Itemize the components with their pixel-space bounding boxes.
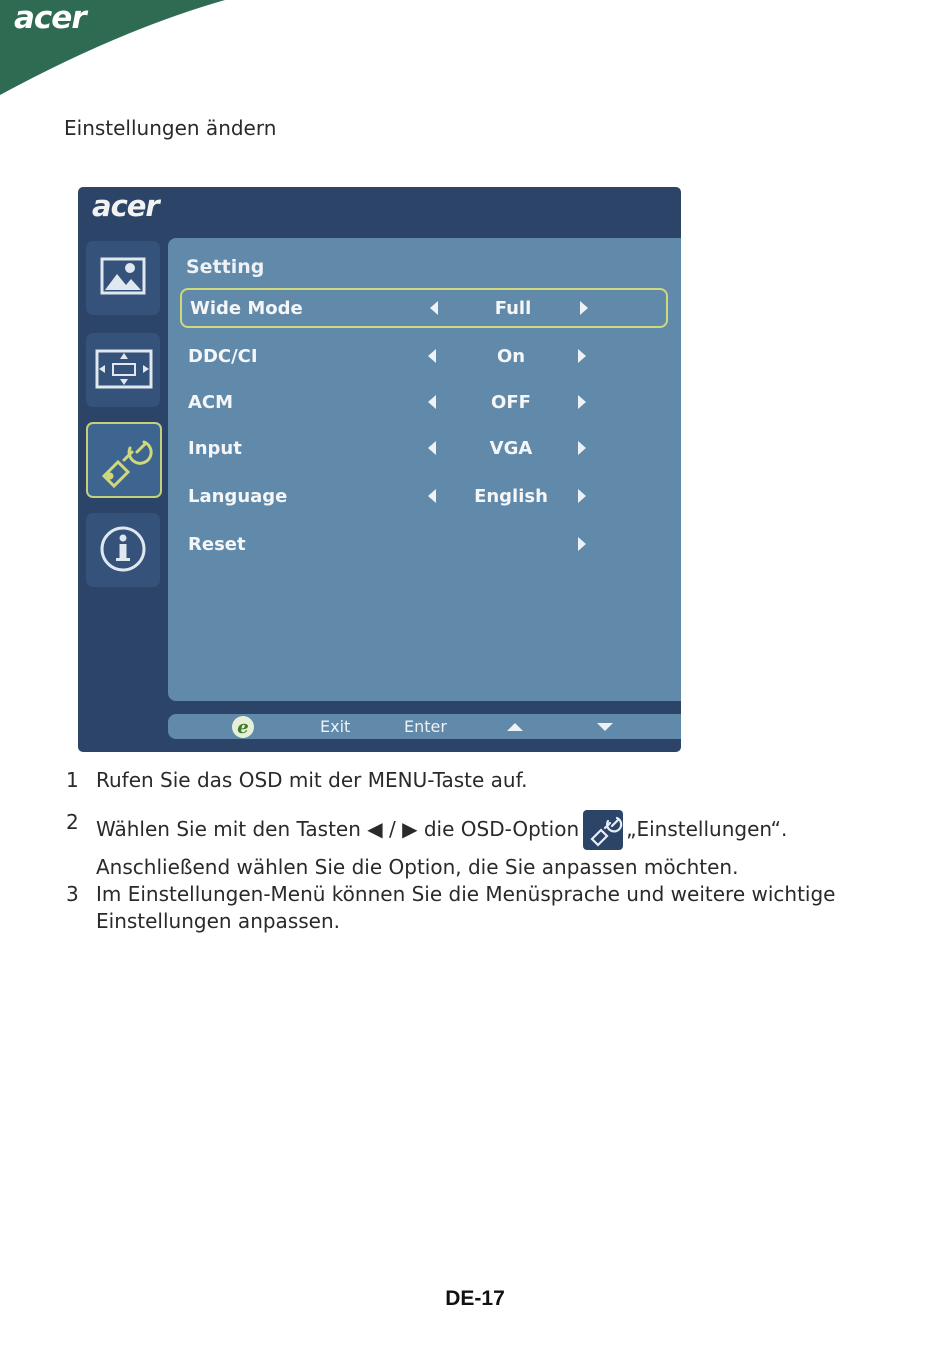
osd-exit-label[interactable]: Exit [320, 717, 351, 736]
osd-row-label: Reset [188, 534, 246, 555]
osd-screenshot [78, 187, 681, 752]
osd-enter-label[interactable]: Enter [404, 717, 447, 736]
acer-logo: acer [14, 0, 86, 36]
left-arrow-icon[interactable] [426, 348, 438, 364]
right-arrow-icon[interactable] [576, 394, 588, 410]
position-icon [86, 333, 160, 407]
section-title: Einstellungen ändern [64, 116, 277, 140]
osd-row[interactable] [180, 478, 664, 516]
page-number: DE-17 [445, 1287, 505, 1310]
osd-acer-logo: acer [92, 189, 159, 223]
osd-row[interactable] [180, 430, 664, 468]
step-1-number: 1 [66, 768, 79, 792]
osd-row[interactable] [180, 526, 664, 564]
osd-row-value: Full [494, 298, 532, 319]
up-arrow-icon[interactable] [506, 722, 524, 732]
right-arrow-icon[interactable] [576, 488, 588, 504]
step-2-continuation: Anschließend wählen Sie die Option, die Sie anpassen möchten. [96, 855, 739, 879]
osd-row-label: Wide Mode [190, 298, 303, 319]
picture-icon [86, 241, 160, 315]
osd-row-label: Language [188, 486, 288, 507]
right-arrow-icon[interactable] [576, 440, 588, 456]
step-3-text: Im Einstellungen-Menü können Sie die Menüsprache und weitere wichtige [96, 882, 836, 906]
osd-tab-position[interactable] [86, 333, 160, 407]
step-3-number: 3 [66, 882, 79, 906]
osd-row-value: VGA [489, 438, 533, 459]
left-arrow-icon[interactable] [426, 394, 438, 410]
osd-row[interactable] [180, 384, 664, 422]
osd-tab-information[interactable] [86, 513, 160, 587]
osd-row-label: Input [188, 438, 242, 459]
right-arrow-icon[interactable] [578, 300, 590, 316]
step-1-text: Rufen Sie das OSD mit der MENU-Taste auf. [96, 768, 528, 792]
osd-row-value: On [496, 346, 526, 367]
osd-footer-bar [168, 714, 681, 739]
osd-panel-title: Setting [186, 256, 265, 278]
left-arrow-icon[interactable] [426, 488, 438, 504]
down-arrow-icon[interactable] [596, 722, 614, 732]
e-key-icon[interactable] [230, 714, 256, 740]
left-arrow-icon[interactable] [426, 440, 438, 456]
step-2-number: 2 [66, 810, 79, 834]
osd-row[interactable] [180, 338, 664, 376]
right-arrow-icon[interactable] [576, 348, 588, 364]
osd-row-label: DDC/CI [188, 346, 258, 367]
setting-icon [583, 810, 623, 850]
osd-row-label: ACM [188, 392, 234, 413]
information-icon [86, 513, 160, 587]
osd-tab-setting[interactable] [86, 422, 162, 498]
right-arrow-icon[interactable] [576, 536, 588, 552]
osd-row[interactable] [180, 288, 668, 328]
osd-tab-picture[interactable] [86, 241, 160, 315]
step-2-text-after: „Einstellungen“. [626, 817, 788, 841]
osd-row-value: English [474, 486, 548, 507]
step-3-continuation: Einstellungen anpassen. [96, 909, 340, 933]
osd-setting-panel [168, 238, 681, 701]
left-arrow-icon[interactable] [428, 300, 440, 316]
osd-row-value: OFF [491, 392, 531, 413]
svg-text:e: e [237, 717, 249, 738]
setting-icon [88, 424, 160, 496]
step-2-text [96, 810, 787, 850]
step-2-text-before: Wählen Sie mit den Tasten ◀ / ▶ die OSD-Option [96, 817, 580, 841]
